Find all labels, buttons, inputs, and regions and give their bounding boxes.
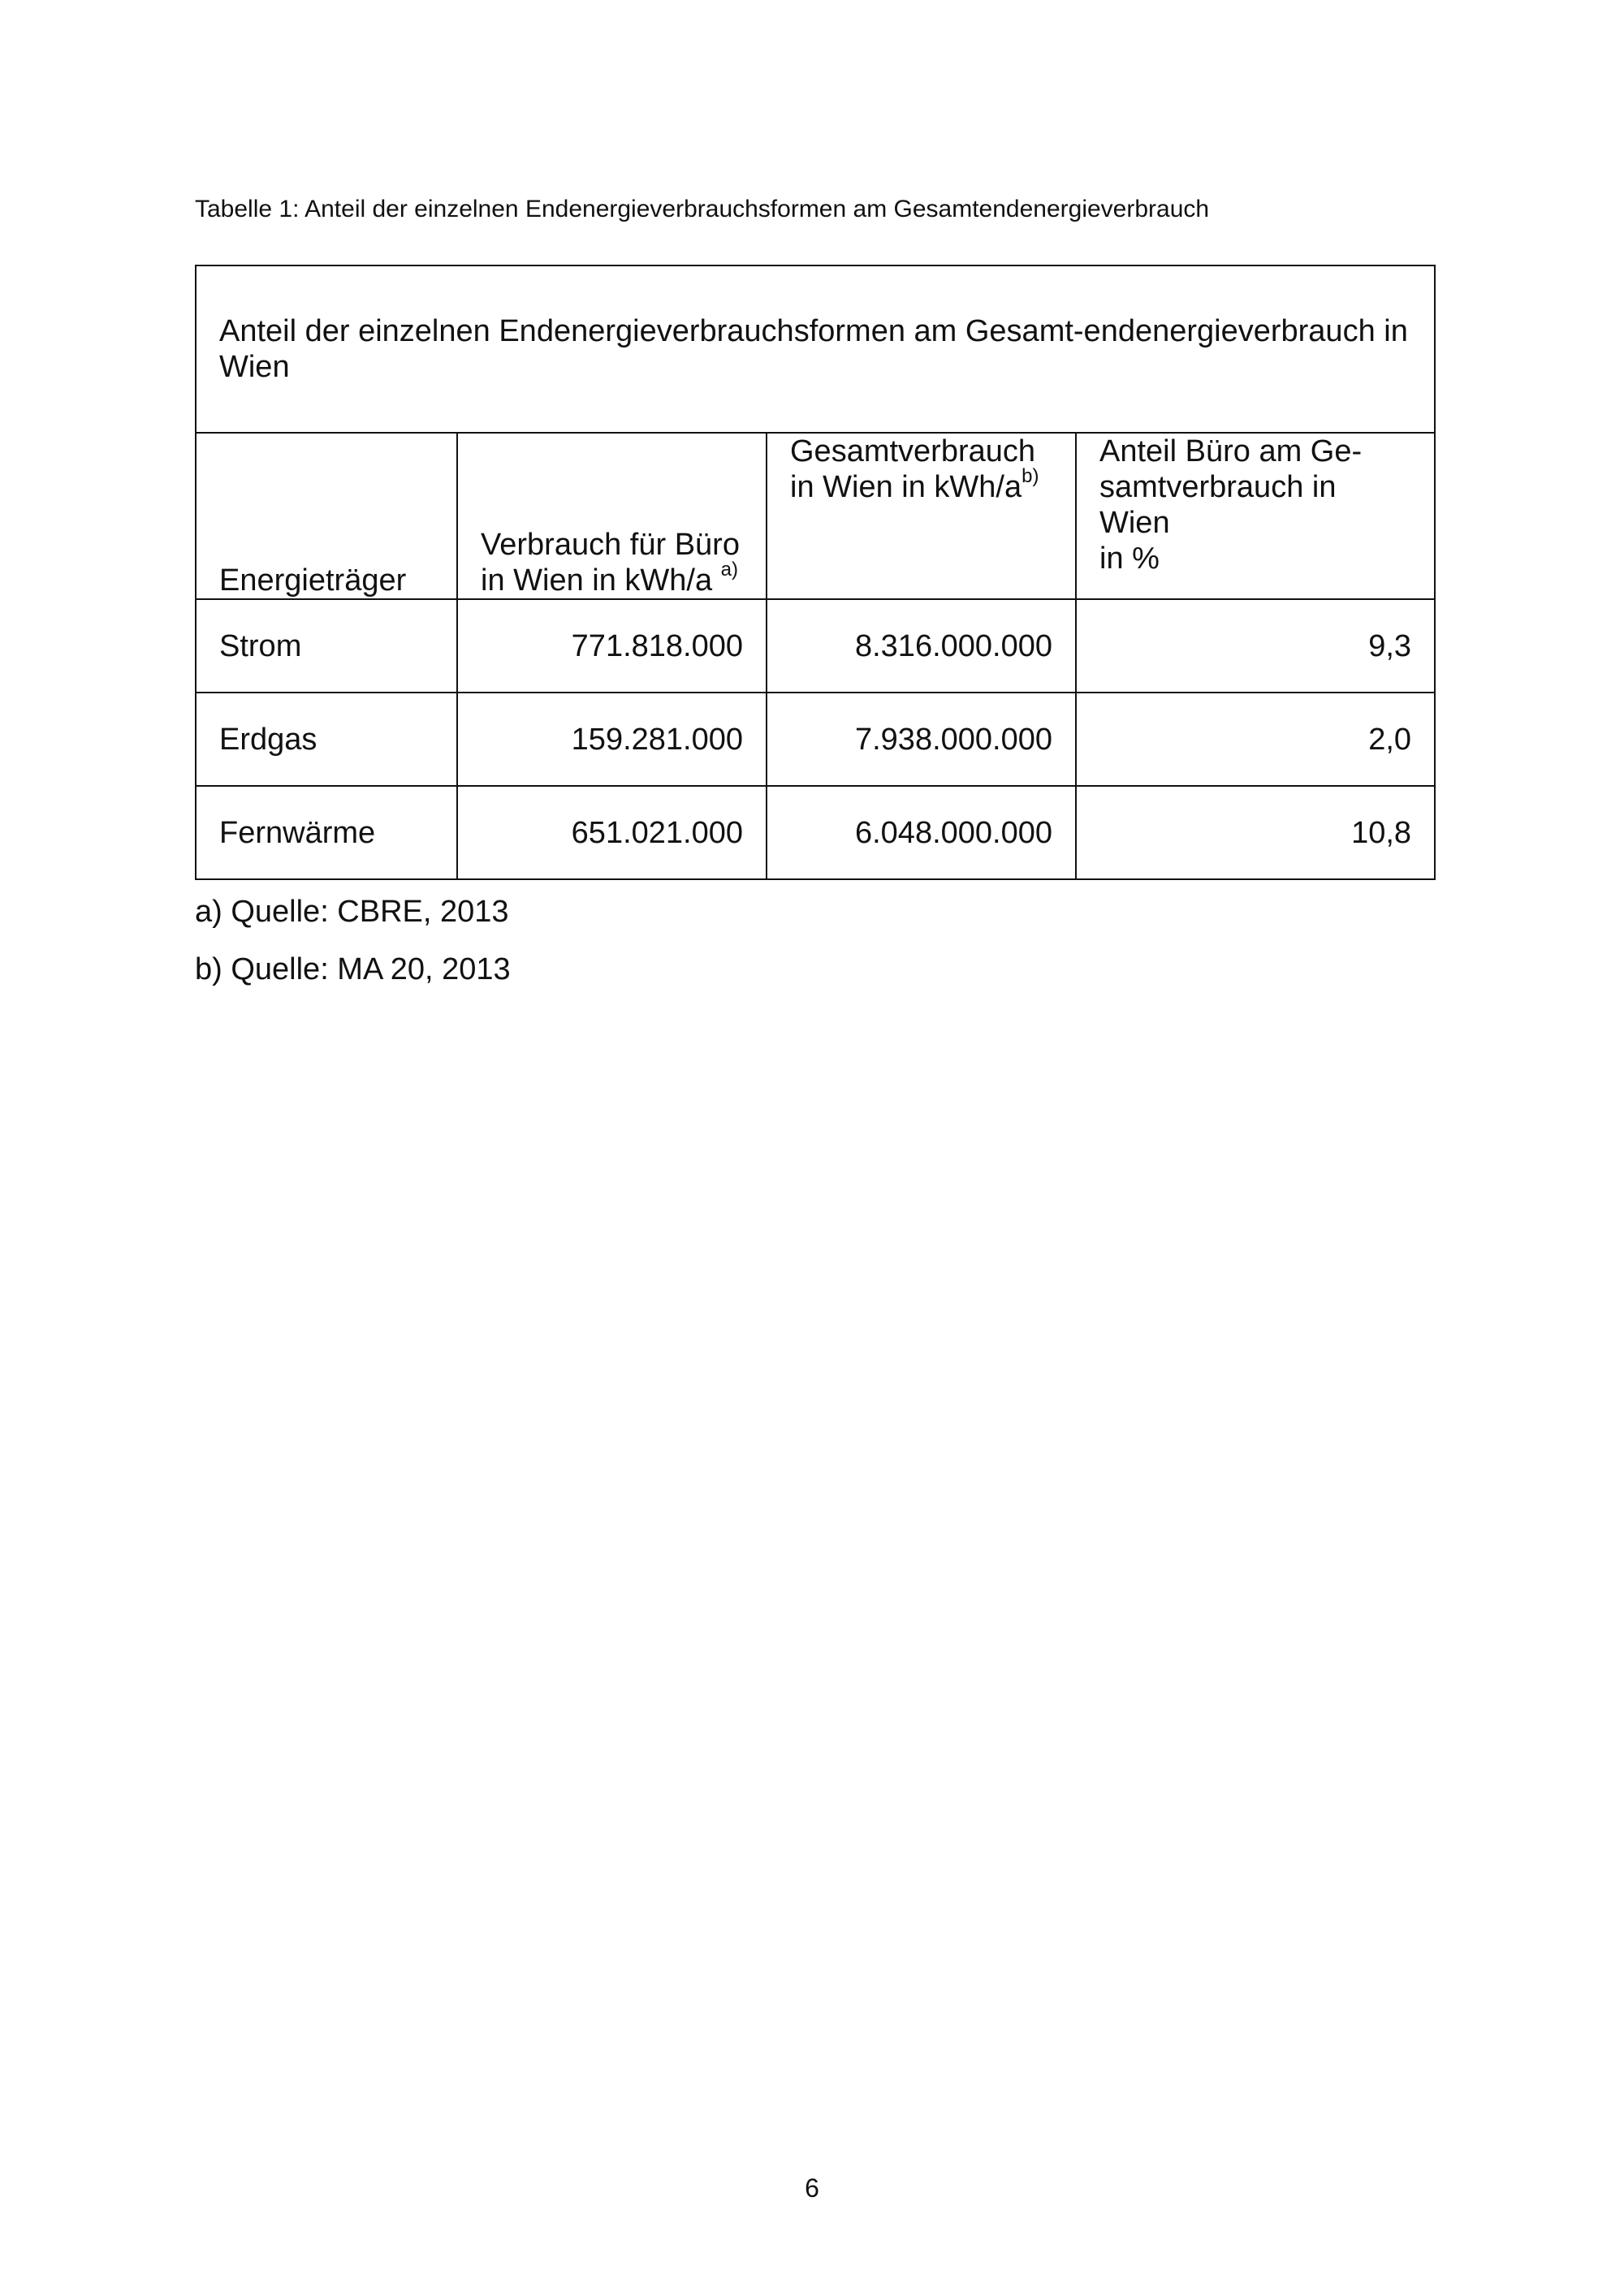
cell-buero-verbrauch: 159.281.000 bbox=[457, 693, 767, 786]
header-buero-line1: Verbrauch für Büro bbox=[481, 528, 740, 562]
footnote-a: a) Quelle: CBRE, 2013 bbox=[195, 895, 509, 929]
cell-energietraeger: Erdgas bbox=[196, 693, 457, 786]
cell-anteil: 9,3 bbox=[1076, 599, 1435, 693]
table-row bbox=[196, 599, 1435, 693]
cell-energietraeger: Fernwärme bbox=[196, 786, 457, 879]
footnote-ref-b: b) bbox=[1021, 465, 1039, 488]
cell-anteil: 2,0 bbox=[1076, 693, 1435, 786]
cell-gesamtverbrauch: 7.938.000.000 bbox=[767, 693, 1076, 786]
table-row bbox=[196, 693, 1435, 786]
table-title bbox=[196, 265, 1435, 433]
table-row bbox=[196, 786, 1435, 879]
header-anteil-line3: in % bbox=[1099, 542, 1160, 576]
cell-gesamtverbrauch: 8.316.000.000 bbox=[767, 599, 1076, 693]
header-buero-verbrauch bbox=[457, 433, 767, 599]
footnote-b: b) Quelle: MA 20, 2013 bbox=[195, 952, 511, 986]
header-gesamt-line1: Gesamtverbrauch bbox=[790, 434, 1036, 468]
cell-gesamtverbrauch: 6.048.000.000 bbox=[767, 786, 1076, 879]
table-title-row bbox=[196, 265, 1435, 433]
table-title-line2: Wien bbox=[219, 350, 290, 384]
footnote-ref-a: a) bbox=[720, 559, 738, 581]
header-anteil-line1: Anteil Büro am Ge- bbox=[1099, 434, 1363, 468]
table-caption: Tabelle 1: Anteil der einzelnen Endenergieverbrauchsformen am Gesamtendenergieverbrauch bbox=[195, 196, 1210, 222]
header-anteil-buero bbox=[1076, 433, 1435, 599]
header-gesamt-line2: in Wien in kWh/a bbox=[790, 470, 1022, 504]
header-energietraeger-label: Energieträger bbox=[219, 563, 407, 598]
cell-buero-verbrauch: 651.021.000 bbox=[457, 786, 767, 879]
header-energietraeger bbox=[196, 433, 457, 599]
table-title-line1: Anteil der einzelnen Endenergieverbrauchsformen am Gesamt-endenergieverbrauch in bbox=[219, 314, 1408, 348]
header-gesamtverbrauch bbox=[767, 433, 1076, 599]
header-buero-line2: in Wien in kWh/a bbox=[481, 563, 713, 598]
energy-consumption-table bbox=[195, 265, 1436, 880]
cell-anteil: 10,8 bbox=[1076, 786, 1435, 879]
header-anteil-line2: samtverbrauch in Wien bbox=[1099, 470, 1337, 540]
table-header-row bbox=[196, 433, 1435, 599]
page-number: 6 bbox=[805, 2173, 819, 2203]
cell-energietraeger: Strom bbox=[196, 599, 457, 693]
cell-buero-verbrauch: 771.818.000 bbox=[457, 599, 767, 693]
